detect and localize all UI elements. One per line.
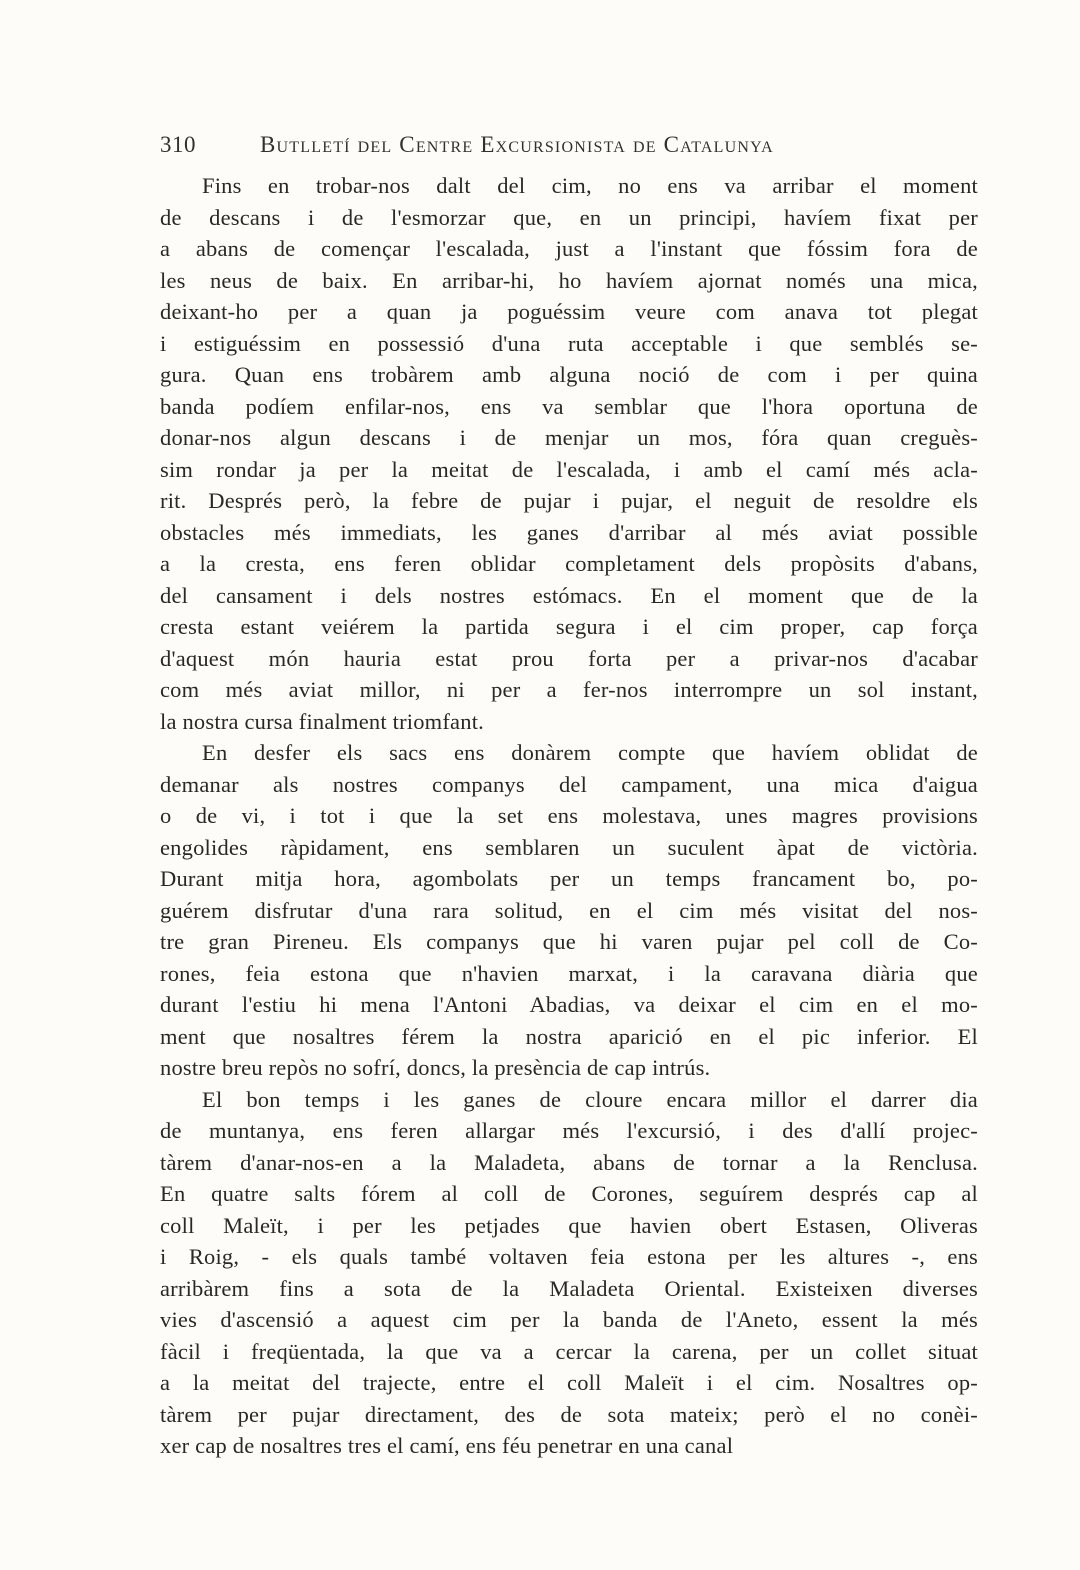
paragraph: [160, 737, 978, 1084]
text-body: [160, 170, 978, 1462]
text-line: la nostra cursa finalment triomfant.: [160, 708, 484, 734]
text-line: a la cresta, ens feren oblidar completament dels propòsits d'abans,: [160, 551, 978, 576]
text-line: deixant-ho per a quan ja poguéssim veure com anava tot plegat: [160, 299, 978, 324]
text-line: gura. Quan ens trobàrem amb alguna noció de com i per quina: [160, 362, 978, 387]
text-line: de descans i de l'esmorzar que, en un principi, havíem fixat per: [160, 204, 978, 230]
text-line: coll Maleït, i per les petjades que havien obert Estasen, Oliveras: [160, 1212, 978, 1238]
text-line: i estiguéssim en possessió d'una ruta acceptable i que semblés se-: [160, 330, 978, 356]
text-line: demanar als nostres companys del campament, una mica d'aigua: [160, 771, 978, 797]
text-line: Durant mitja hora, agombolats per un temps francament bo, po-: [160, 866, 978, 891]
text-line: fàcil i freqüentada, la que va a cercar la carena, per un collet situat: [160, 1338, 978, 1364]
text-line: rit. Després però, la febre de pujar i pujar, el neguit de resoldre els: [160, 488, 978, 513]
text-line: de muntanya, ens feren allargar més l'excursió, i des d'allí projec-: [160, 1118, 978, 1143]
text-line: a abans de començar l'escalada, just a l'instant que fóssim fora de: [160, 236, 978, 261]
text-line: xer cap de nosaltres tres el camí, ens féu penetrar en una canal: [160, 1433, 734, 1458]
text-line: vies d'ascensió a aquest cim per la banda de l'Aneto, essent la més: [160, 1307, 978, 1332]
text-line: En quatre salts fórem al coll de Corones, seguírem després cap al: [160, 1181, 978, 1206]
text-line: banda podíem enfilar-nos, ens va semblar que l'hora oportuna de: [160, 393, 978, 419]
text-line: les neus de baix. En arribar-hi, ho havíem ajornat només una mica,: [160, 267, 978, 293]
text-line: del cansament i dels nostres estómacs. En el moment que de la: [160, 582, 978, 608]
text-line: rones, feia estona que n'havien marxat, i la caravana diària que: [160, 960, 978, 986]
text-line: obstacles més immediats, les ganes d'arribar al més aviat possible: [160, 519, 978, 545]
text-line: sim rondar ja per la meitat de l'escalada, i amb el camí més acla-: [160, 456, 978, 482]
paragraph: [160, 170, 978, 737]
text-line: Fins en trobar-nos dalt del cim, no ens va arribar el moment: [202, 173, 978, 198]
text-line: ment que nosaltres férem la nostra aparició en el pic inferior. El: [160, 1023, 978, 1049]
text-line: tàrem d'anar-nos-en a la Maladeta, abans de tornar a la Renclusa.: [160, 1149, 978, 1175]
page-number: 310: [160, 132, 196, 157]
text-line: El bon temps i les ganes de cloure encara millor el darrer dia: [202, 1086, 978, 1112]
text-line: o de vi, i tot i que la set ens molestava, unes magres provisions: [160, 803, 978, 828]
paragraph: [160, 1084, 978, 1462]
text-line: i Roig, - els quals també voltaven feia estona per les altures -, ens: [160, 1244, 978, 1269]
journal-title: Butlletí del Centre Excursionista de Catalunya: [260, 132, 774, 157]
text-line: donar-nos algun descans i de menjar un mos, fóra quan creguès-: [160, 425, 978, 450]
text-line: d'aquest món hauria estat prou forta per a privar-nos d'acabar: [160, 645, 978, 671]
text-line: durant l'estiu hi mena l'Antoni Abadias, va deixar el cim en el mo-: [160, 992, 978, 1017]
text-line: com més aviat millor, ni per a fer-nos interrompre un sol instant,: [160, 677, 978, 702]
text-line: engolides ràpidament, ens semblaren un suculent àpat de victòria.: [160, 834, 978, 860]
text-line: tàrem per pujar directament, des de sota mateix; però el no conèi-: [160, 1401, 978, 1427]
text-line: a la meitat del trajecte, entre el coll Maleït i el cim. Nosaltres op-: [160, 1370, 978, 1395]
page-body: [160, 132, 978, 1462]
text-line: tre gran Pireneu. Els companys que hi varen pujar pel coll de Co-: [160, 929, 978, 954]
text-line: En desfer els sacs ens donàrem compte que havíem oblidat de: [202, 740, 978, 765]
text-line: arribàrem fins a sota de la Maladeta Oriental. Existeixen diverses: [160, 1275, 978, 1301]
running-head: [160, 132, 978, 164]
text-line: nostre breu repòs no sofrí, doncs, la presència de cap intrús.: [160, 1055, 711, 1080]
text-line: cresta estant veiérem la partida segura i el cim proper, cap força: [160, 614, 978, 639]
text-line: guérem disfrutar d'una rara solitud, en el cim més visitat del nos-: [160, 897, 978, 923]
